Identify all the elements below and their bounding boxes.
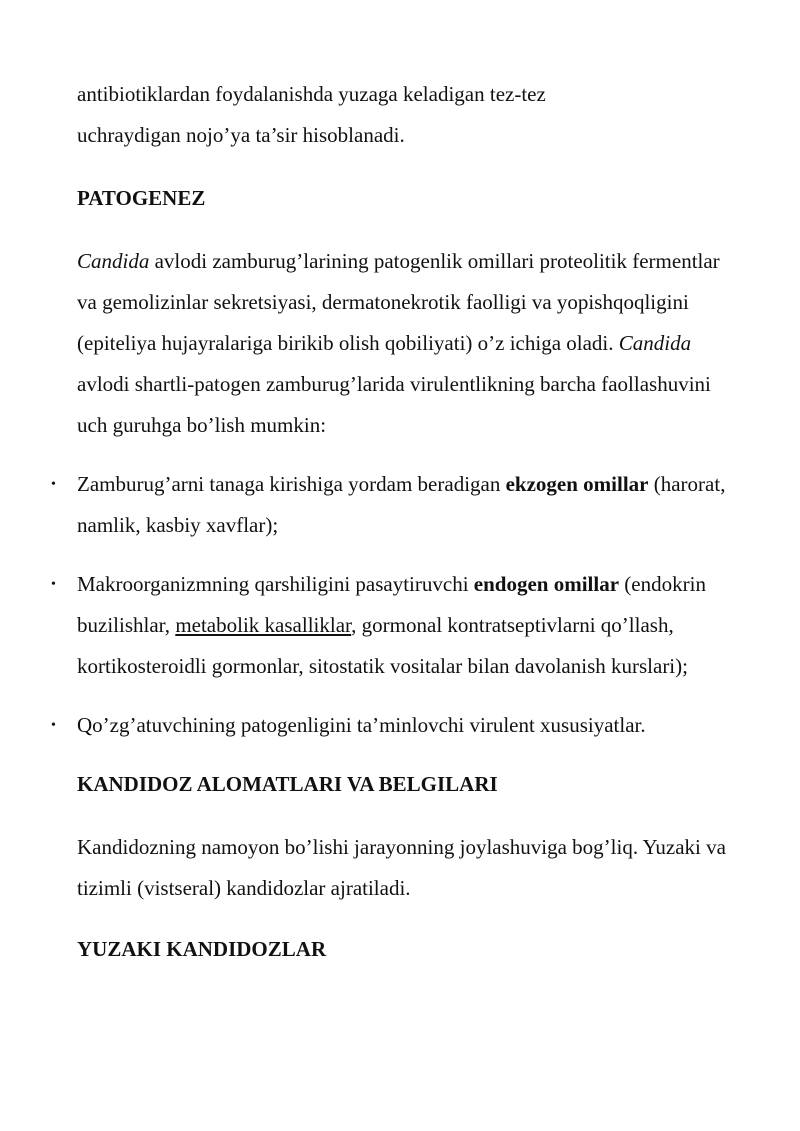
item2-bold: endogen omillar: [473, 572, 620, 596]
item3-text: Qo’zg’atuvchining patogenligini ta’minlovchi virulent xususiyatlar.: [77, 713, 646, 737]
bullet-icon: •: [51, 718, 56, 733]
item1-text-a: Zamburug’arni tanaga kirishiga yordam beradigan: [77, 472, 506, 496]
genus-candida-2: Candida: [618, 331, 692, 355]
metabolik-kasalliklar-link[interactable]: metabolik kasalliklar: [175, 613, 352, 637]
symptoms-paragraph: Kandidozning namoyon bo’lishi jarayonning joylashuviga bog’liq. Yuzaki va tizimli (vistseral) kandidozlar ajratiladi.: [77, 835, 726, 900]
patogenez-text-1: avlodi zamburug’larining patogenlik omillari proteolitik fermentlar va gemolizinlar sekretsiyasi, dermatonekrotik faolligi va yopishqoqligini (epiteliya hujayralariga birikib olish qobiliyati) o’z ichiga oladi.: [77, 249, 720, 355]
item2-text-c: , gormonal kontratseptivlarni qo’llash, kortikosteroidli gormonlar, sitostatik vositalar bilan davolanish kurslari);: [77, 613, 688, 678]
intro-paragraph: [77, 74, 737, 156]
list-item: [51, 464, 737, 546]
list-item: [51, 564, 737, 687]
patogenez-text-2: avlodi shartli-patogen zamburug’larida virulentlikning barcha faollashuvini uch guruhga bo’lish mumkin:: [77, 372, 711, 437]
patogenez-paragraph: [77, 241, 737, 446]
bullet-icon: •: [51, 477, 56, 492]
heading-patogenez: PATOGENEZ: [77, 186, 206, 210]
factors-list: [51, 464, 737, 746]
intro-line-1: antibiotiklardan foydalanishda yuzaga keladigan tez-tez: [77, 82, 546, 106]
genus-candida-1: Candida: [77, 249, 150, 273]
item2-text-b: (endokrin buzilishlar,: [77, 572, 706, 637]
item2-text-a: Makroorganizmning qarshiligini pasaytiruvchi: [77, 572, 474, 596]
heading-yuzaki-kandidozlar: YUZAKI KANDIDOZLAR: [77, 937, 327, 961]
heading-kandidoz-alomatlari: KANDIDOZ ALOMATLARI VA BELGILARI: [77, 772, 498, 796]
list-item: [51, 705, 737, 746]
item1-text-b: (harorat, namlik, kasbiy xavflar);: [77, 472, 726, 537]
bullet-icon: •: [51, 577, 56, 592]
document-page: [51, 74, 737, 992]
item1-bold: ekzogen omillar: [505, 472, 649, 496]
intro-line-2: uchraydigan nojo’ya ta’sir hisoblanadi.: [77, 123, 405, 147]
